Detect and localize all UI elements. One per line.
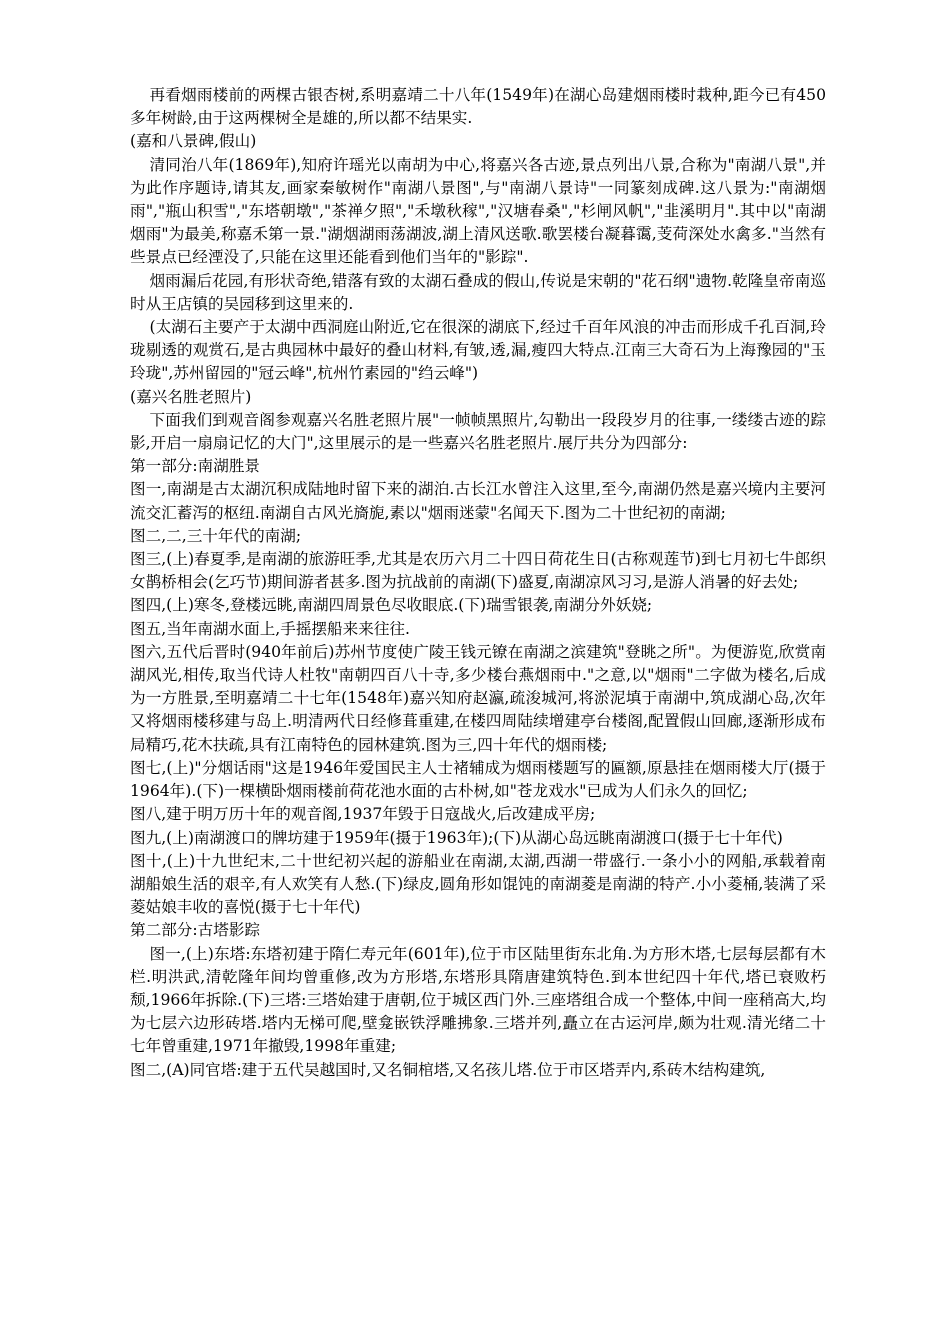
paragraph-eight-scenes: 清同治八年(1869年),知府许瑶光以南胡为中心,将嘉兴各古迹,景点列出八景,合称为"南湖八景",并为此作序题诗,请其友,画家秦敏树作"南湖八景图",与"南湖八景诗"一同篆刻成碑.这八景为:"南湖烟雨","瓶山积雪","东塔朝墩","茶禅夕照","禾墩秋稼","汉塘春桑","杉闸风帆","韭溪明月".其中以"南湖烟雨"为最美,称嘉禾第一景."湖烟湖雨荡湖波,湖上清风送歌.歌罢楼台凝暮霭,芰荷深处水禽多."当然有些景点已经湮没了,只能在这里还能看到他们当年的"影踪". — [130, 155, 826, 267]
section-label-old-photos: (嘉兴名胜老照片) — [130, 387, 252, 406]
section-label-eight-scenes: (嘉和八景碑,假山) — [130, 132, 257, 151]
figure-6-caption: 图六,五代后晋时(940年前后)苏州节度使广陵王钱元镣在南湖之滨建筑"登眺之所"。为便游览,欣赏南湖风光,相传,取当代诗人杜牧"南朝四百八十寺,多少楼台燕烟雨中."之意,以"烟雨"二字做为楼名,后成为一方胜景,至明嘉靖二十七年(1548年)嘉兴知府赵瀛,疏浚城河,将淤泥填于南湖中,筑成湖心岛,次年又将烟雨楼移建与岛上.明清两代日经修葺重建,在楼四周陆续增建亭台楼阁,配置假山回廊,逐渐形成布局精巧,花木扶疏,具有江南特色的园林建筑.图为三,四十年代的烟雨楼; — [130, 642, 826, 754]
paragraph-rockery: 烟雨漏后花园,有形状奇绝,错落有致的太湖石叠成的假山,传说是宋朝的"花石纲"遗物.乾隆皇帝南巡时从王店镇的吴园移到这里来的. — [130, 271, 826, 313]
part-two-figure-1-caption: 图一,(上)东塔:东塔初建于隋仁寿元年(601年),位于市区陆里街东北角.为方形木塔,七层每层都有木栏.明洪武,清乾隆年间均曾重修,改为方形塔,东塔形具隋唐建筑特色.到本世纪四十年代,塔已衰败朽颓,1966年拆除.(下)三塔:三塔始建于唐朝,位于城区西门外.三座塔组合成一个整体,中间一座稍高大,均为七层六边形砖塔.塔内无梯可爬,壁龛嵌铁浮雕拂象.三塔并列,矗立在古运河岸,颇为壮观.清光绪二十七年曾重建,1971年撤毁,1998年重建; — [130, 944, 826, 1056]
document-body — [130, 84, 826, 1082]
part-two-heading: 第二部分:古塔影踪 — [130, 921, 261, 940]
paragraph-ginkgo: 再看烟雨楼前的两棵古银杏树,系明嘉靖二十八年(1549年)在湖心岛建烟雨楼时栽种,距今已有450多年树龄,由于这两棵树全是雄的,所以都不结果实. — [130, 86, 826, 128]
part-two-figure-2-caption: 图二,(A)同官塔:建于五代吴越国时,又名铜棺塔,又名孩儿塔.位于市区塔弄内,系砖木结构建筑, — [130, 1060, 766, 1079]
figure-8-caption: 图八,建于明万历十年的观音阁,1937年毁于日寇战火,后改建成平房; — [130, 805, 596, 824]
paragraph-photo-exhibit: 下面我们到观音阁参观嘉兴名胜老照片展"一帧帧黑照片,勾勒出一段段岁月的往事,一缕缕古迹的踪影,开启一扇扇记忆的大门",这里展示的是一些嘉兴名胜老照片.展厅共分为四部分: — [130, 410, 826, 453]
figure-3-caption: 图三,(上)春夏季,是南湖的旅游旺季,尤其是农历六月二十四日荷花生日(古称观莲节)到七月初七牛郎织女鹊桥相会(乞巧节)期间游者甚多.图为抗战前的南湖(下)盛夏,南湖凉风习习,是游人消暑的好去处; — [130, 550, 826, 592]
part-one-heading: 第一部分:南湖胜景 — [130, 457, 261, 476]
figure-7-caption: 图七,(上)"分烟话雨"这是1946年爱国民主人士褚辅成为烟雨楼题写的匾额,原悬挂在烟雨楼大厅(摄于1964年).(下)一棵横卧烟雨楼前荷花池水面的古朴树,如"苍龙戏水"已成为人们永久的回忆; — [130, 758, 826, 801]
figure-4-caption: 图四,(上)寒冬,登楼远眺,南湖四周景色尽收眼底.(下)瑞雪银袭,南湖分外妖娆; — [130, 596, 653, 615]
figure-2-caption: 图二,二,三十年代的南湖; — [130, 526, 302, 545]
figure-9-caption: 图九,(上)南湖渡口的牌坊建于1959年(摄于1963年);(下)从湖心岛远眺南湖渡口(摄于七十年代) — [130, 828, 783, 847]
paragraph-taihu-stone: (太湖石主要产于太湖中西洞庭山附近,它在很深的湖底下,经过千百年风浪的冲击而形成千孔百洞,玲珑剔透的观赏石,是古典园林中最好的叠山材料,有皱,透,漏,瘦四大特点.江南三大奇石为上海豫园的"玉玲珑",苏州留园的"冠云峰",杭州竹素园的"绉云峰") — [130, 318, 826, 383]
figure-5-caption: 图五,当年南湖水面上,手摇摆船来来往往. — [130, 619, 410, 638]
figure-1-caption: 图一,南湖是古太湖沉积成陆地时留下来的湖泊.古长江水曾注入这里,至今,南湖仍然是嘉兴境内主要河流交汇蓄泻的枢纽.南湖自古风光旖旎,素以"烟雨迷蒙"名闻天下.图为二十世纪初的南湖; — [130, 480, 826, 522]
figure-10-caption: 图十,(上)十九世纪末,二十世纪初兴起的游船业在南湖,太湖,西湖一带盛行.一条小小的网船,承载着南湖船娘生活的艰辛,有人欢笑有人愁.(下)绿皮,圆角形如馄饨的南湖菱是南湖的特产.小小菱桶,装满了采菱姑娘丰收的喜悦(摄于七十年代) — [130, 851, 826, 917]
